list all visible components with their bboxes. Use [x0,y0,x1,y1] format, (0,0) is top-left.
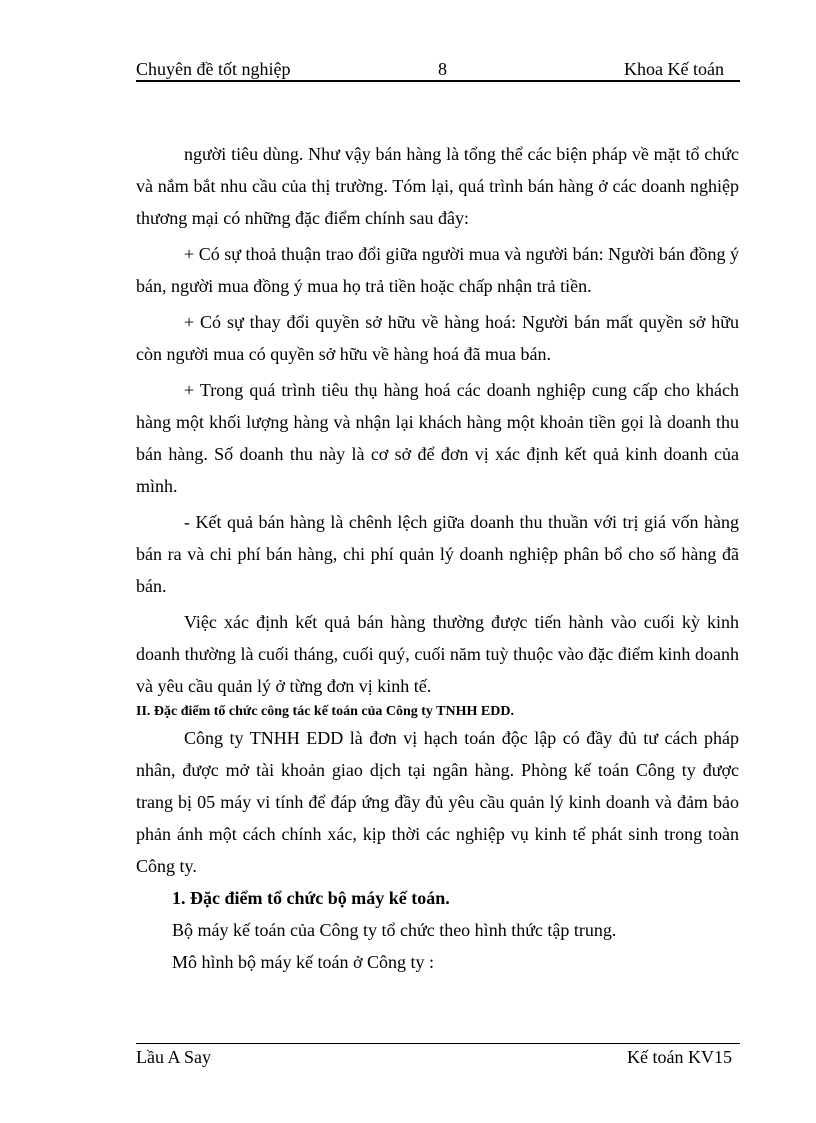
subsection-heading-1: 1. Đặc điểm tổ chức bộ máy kế toán. [172,888,450,908]
footer-class: Kế toán KV15 [627,1047,732,1067]
paragraph-revenue: + Trong quá trình tiêu thụ hàng hoá các doanh nghiệp cung cấp cho khách hàng một khối lượng hàng và nhận lại khách hàng một khoản tiền gọi là doanh thu bán hàng. Số doanh thu này là cơ sở để đơn vị xác định kết quả kinh doanh của mình. [136,380,739,496]
paragraph-sales-overview: người tiêu dùng. Như vậy bán hàng là tổng thể các biện pháp về mặt tổ chức và nắm bắt nhu cầu của thị trường. Tóm lại, quá trình bán hàng ở các doanh nghiệp thương mại có những đặc điểm chính sau đây: [136,144,739,228]
paragraph-ownership: + Có sự thay đổi quyền sở hữu về hàng hoá: Người bán mất quyền sở hữu còn người mua có quyền sở hữu về hàng hoá đã mua bán. [136,312,739,364]
paragraph-centralized: Bộ máy kế toán của Công ty tổ chức theo hình thức tập trung. [172,920,617,940]
paragraph-model-intro: Mô hình bộ máy kế toán ở Công ty : [172,952,435,972]
page-footer [136,1046,740,1068]
footer-author: Lầu A Say [136,1047,211,1067]
document-body [136,138,739,978]
paragraph-sales-result: - Kết quả bán hàng là chênh lệch giữa doanh thu thuần với trị giá vốn hàng bán ra và chi phí bán hàng, chi phí quản lý doanh nghiệp phân bổ cho số hàng đã bán. [136,512,739,596]
page-number: 8 [438,59,447,79]
page-header [136,58,740,80]
paragraph-result-timing: Việc xác định kết quả bán hàng thường được tiến hành vào cuối kỳ kinh doanh thường là cuối tháng, cuối quý, cuối năm tuỳ thuộc vào đặc điểm kinh doanh và yêu cầu quản lý ở từng đơn vị kinh tế. [136,612,739,696]
paragraph-company-accounting: Công ty TNHH EDD là đơn vị hạch toán độc lập có đầy đủ tư cách pháp nhân, được mở tài khoản giao dịch tại ngân hàng. Phòng kế toán Công ty được trang bị 05 máy vi tính để đáp ứng đầy đủ yêu cầu quản lý kinh doanh và đảm bảo phản ánh một cách chính xác, kịp thời các nghiệp vụ kinh tế phát sinh trong toàn Công ty. [136,728,739,876]
section-heading-ii: II. Đặc điểm tổ chức công tác kế toán của Công ty TNHH EDD. [136,704,514,719]
paragraph-agreement: + Có sự thoả thuận trao đổi giữa người mua và người bán: Người bán đồng ý bán, người mua đồng ý mua họ trả tiền hoặc chấp nhận trả tiền. [136,244,739,296]
footer-divider [136,1043,740,1044]
header-title: Chuyên đề tốt nghiệp [136,59,291,79]
header-department: Khoa Kế toán [624,59,724,79]
header-divider [136,80,740,82]
